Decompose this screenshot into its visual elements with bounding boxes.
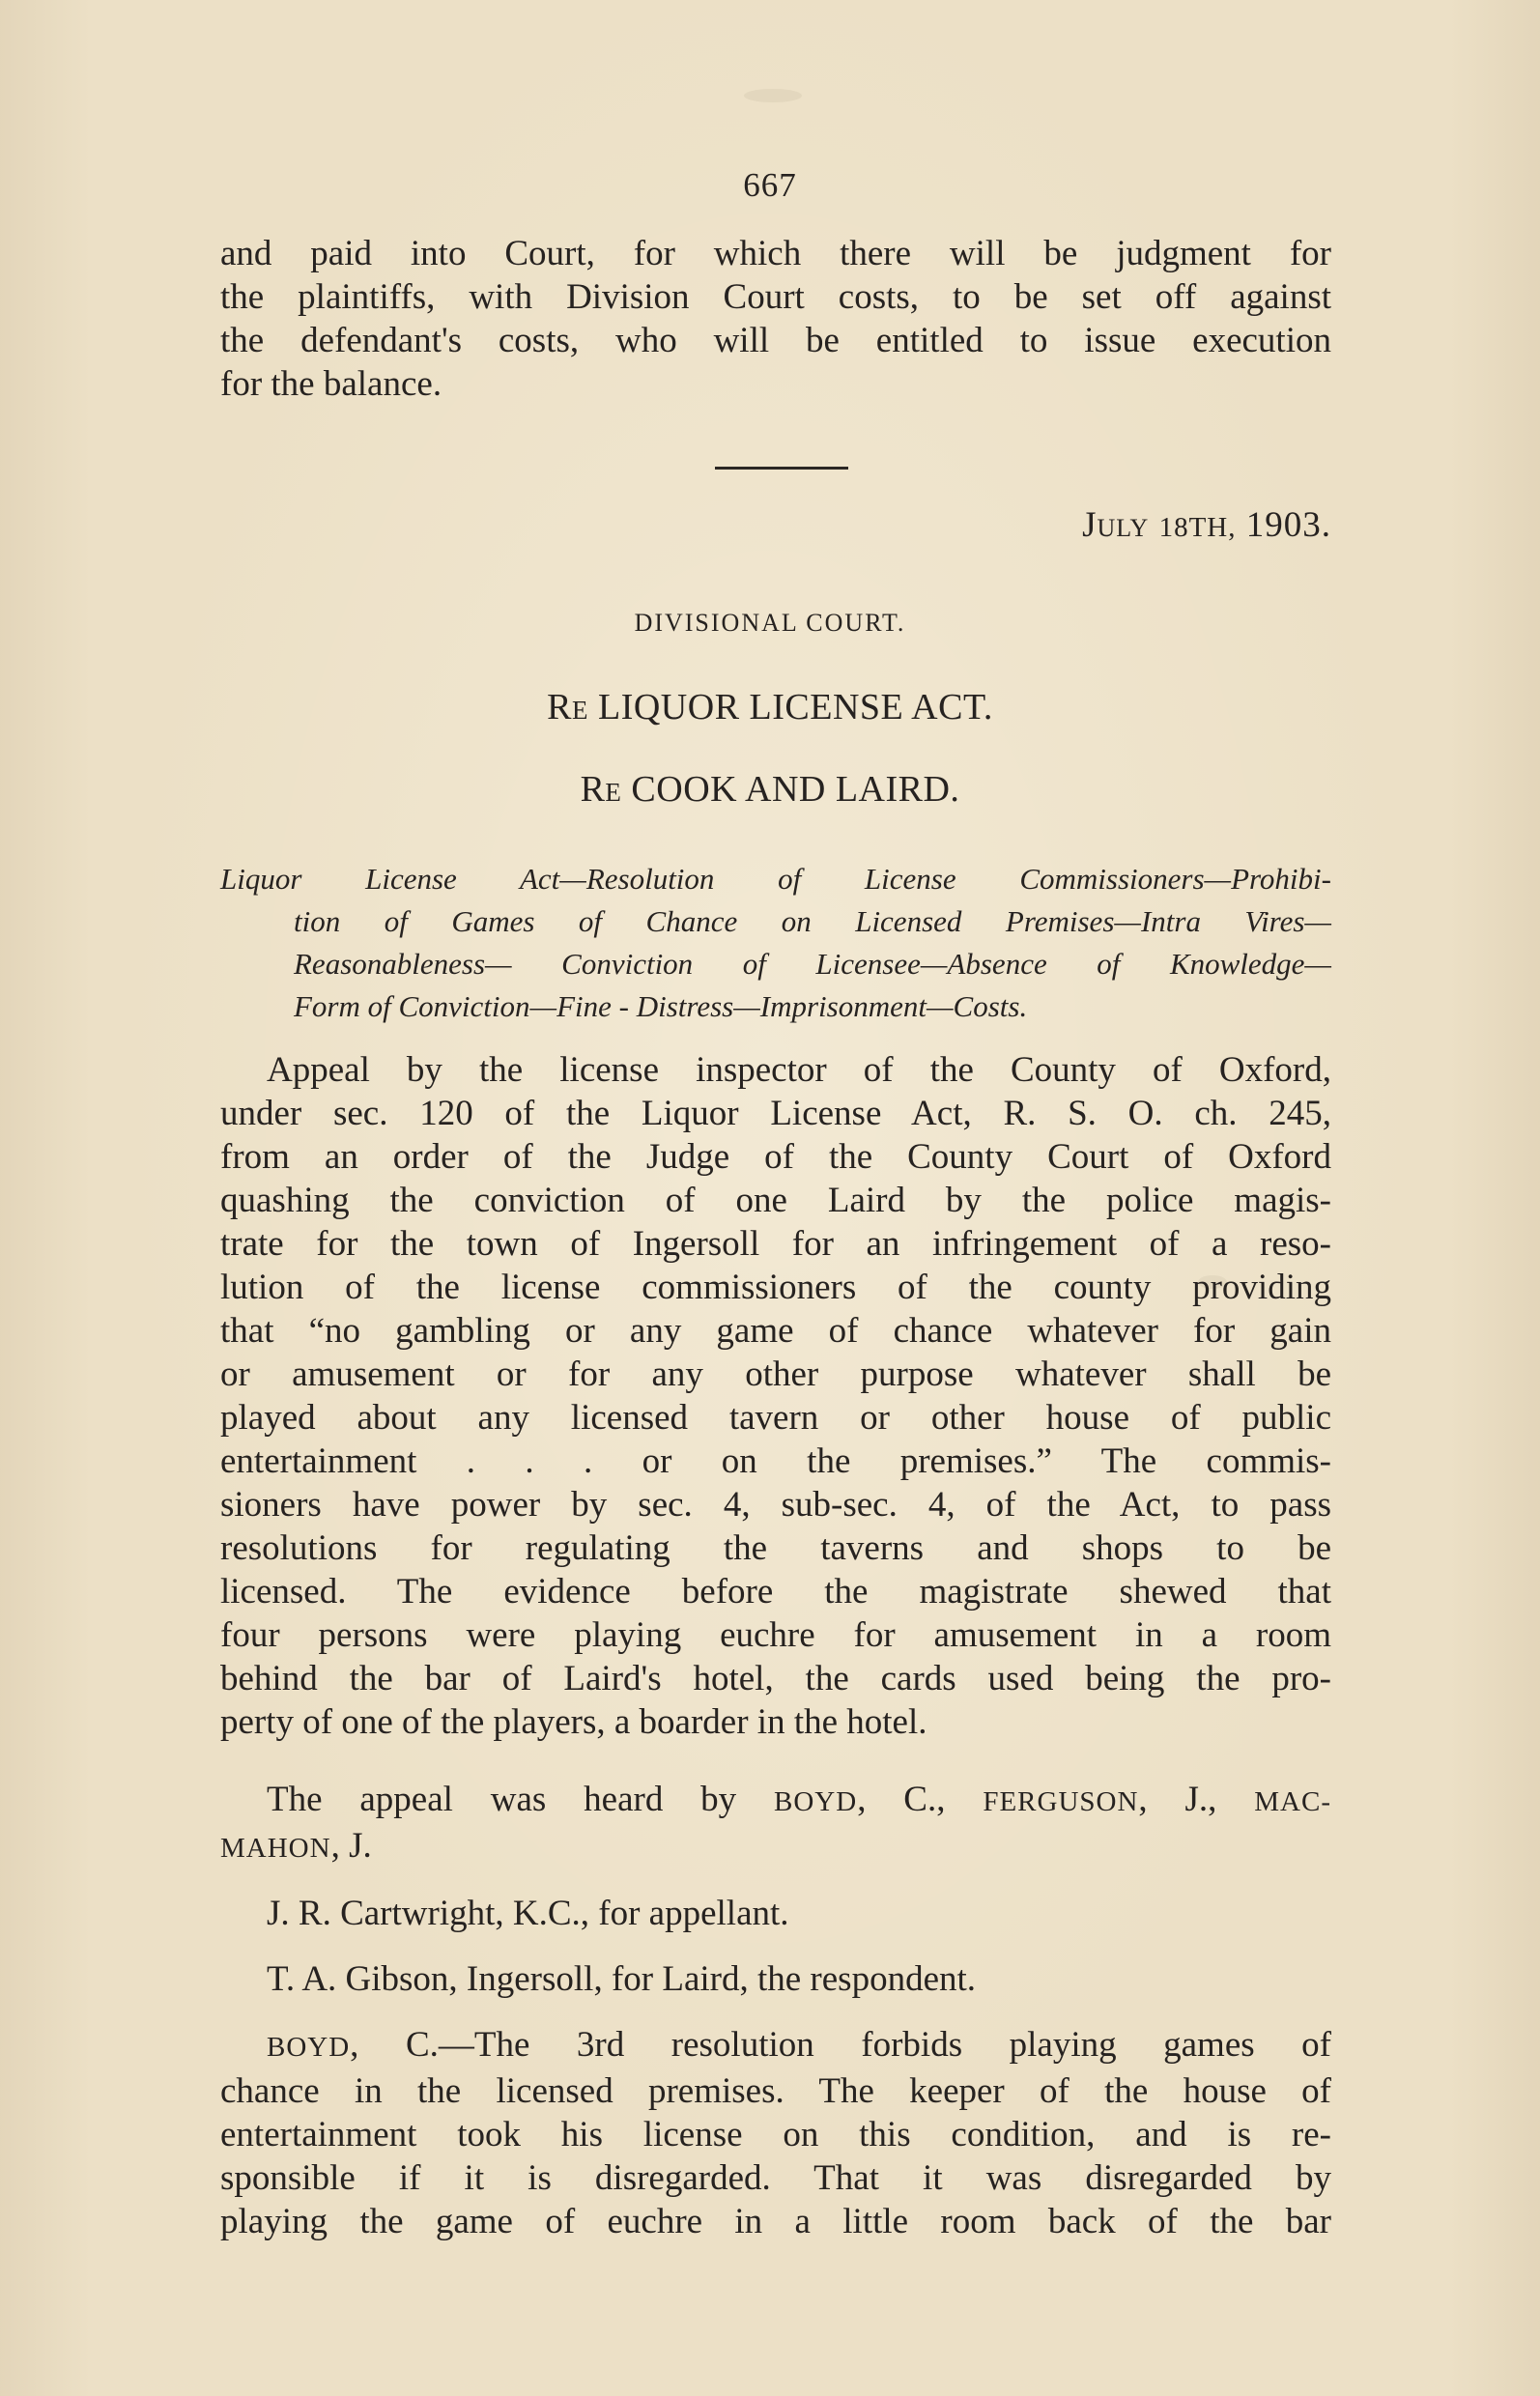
text-line: that “no gambling or any game of chance whatever for gain <box>220 1311 1331 1351</box>
text-line: perty of one of the players, a boarder in the hotel. <box>220 1702 927 1742</box>
text-line: from an order of the Judge of the County Court of Oxford <box>220 1137 1331 1177</box>
text-line: sponsible if it is disregarded. That it was disregarded by <box>220 2158 1331 2198</box>
judge-title: , J. <box>330 1826 372 1866</box>
headnote-line: tion of Games of Chance on Licensed Premises—Intra Vires— <box>294 904 1331 938</box>
judge-title: , C., <box>857 1780 984 1819</box>
headnote <box>220 858 1331 1028</box>
text-line: and paid into Court, for which there will be judgment for <box>220 234 1331 273</box>
page-number: 667 <box>743 166 797 204</box>
text-line: trate for the town of Ingersoll for an infringement of a reso- <box>220 1224 1331 1264</box>
text-line: chance in the licensed premises. The keeper of the house of <box>220 2071 1331 2111</box>
judge-name: FERGUSON <box>983 1786 1139 1817</box>
counsel-respondent <box>220 1957 1331 2001</box>
text-line: sioners have power by sec. 4, sub-sec. 4, of the Act, to pass <box>220 1485 1331 1525</box>
text-line: quashing the conviction of one Laird by the police magis- <box>220 1181 1331 1220</box>
text-line <box>220 2023 1331 2069</box>
case-title-text: COOK AND LAIRD. <box>631 769 960 810</box>
case-title-prefix: Re <box>547 687 588 727</box>
opening-paragraph <box>220 232 1331 406</box>
case-title-secondary <box>0 768 1540 811</box>
text-line: resolutions for regulating the taverns and shops to be <box>220 1528 1331 1568</box>
text-line <box>220 1824 1331 1870</box>
text-line: Appeal by the license inspector of the County of Oxford, <box>267 1050 1331 1090</box>
text-line <box>220 1778 1331 1824</box>
case-title-prefix: Re <box>580 769 622 810</box>
case-title-text: LIQUOR LICENSE ACT. <box>598 687 993 727</box>
text-line: entertainment . . . or on the premises.” The commis- <box>220 1441 1331 1481</box>
case-title-primary <box>0 686 1540 728</box>
text-line: lution of the license commissioners of the county providing <box>220 1268 1331 1307</box>
judge-name: MAC- <box>1254 1786 1331 1817</box>
judge-name: BOYD <box>774 1786 858 1817</box>
counsel-appellant <box>220 1892 1331 1935</box>
judge-name: BOYD <box>267 2032 351 2063</box>
text-line: entertainment took his license on this condition, and is re- <box>220 2115 1331 2154</box>
judge-title: , J., <box>1138 1780 1255 1819</box>
text-line: J. R. Cartwright, K.C., for appellant. <box>267 1894 789 1933</box>
text-line: T. A. Gibson, Ingersoll, for Laird, the respondent. <box>267 1959 977 1999</box>
text-line: four persons were playing euchre for amusement in a room <box>220 1615 1331 1655</box>
decision-date <box>1082 504 1331 546</box>
text-line: under sec. 120 of the Liquor License Act, R. S. O. ch. 245, <box>220 1094 1331 1133</box>
headnote-line: Liquor License Act—Resolution of License Commissioners—Prohibi- <box>220 862 1331 896</box>
text-line: for the balance. <box>220 364 442 404</box>
paper-smudge <box>744 89 802 102</box>
heard-paragraph <box>220 1778 1331 1870</box>
text-line: played about any licensed tavern or other house of public <box>220 1398 1331 1438</box>
date-day: 18TH, <box>1158 512 1237 543</box>
headnote-line: Reasonableness— Conviction of Licensee—Absence of Knowledge— <box>294 947 1331 981</box>
text-line: behind the bar of Laird's hotel, the cards used being the pro- <box>220 1659 1331 1698</box>
appeal-paragraph <box>220 1048 1331 1744</box>
date-month: July <box>1082 505 1150 545</box>
text-line: playing the game of euchre in a little room back of the bar <box>220 2202 1331 2241</box>
text-line: licensed. The evidence before the magistrate shewed that <box>220 1572 1331 1612</box>
judgment-paragraph <box>220 2023 1331 2243</box>
text-line: the plaintiffs, with Division Court costs, to be set off against <box>220 277 1331 317</box>
judgment-opening: , C.—The 3rd resolution forbids playing games of <box>350 2025 1331 2065</box>
date-year: 1903. <box>1245 505 1331 545</box>
text-line: the defendant's costs, who will be entitled to issue execution <box>220 321 1331 360</box>
text-line: or amusement or for any other purpose whatever shall be <box>220 1355 1331 1394</box>
judge-name: MAHON <box>220 1833 331 1864</box>
court-heading: DIVISIONAL COURT. <box>634 609 906 637</box>
heard-intro: The appeal was heard by <box>267 1780 775 1819</box>
headnote-line: Form of Conviction—Fine - Distress—Imprisonment—Costs. <box>294 989 1028 1023</box>
section-divider <box>715 467 848 470</box>
